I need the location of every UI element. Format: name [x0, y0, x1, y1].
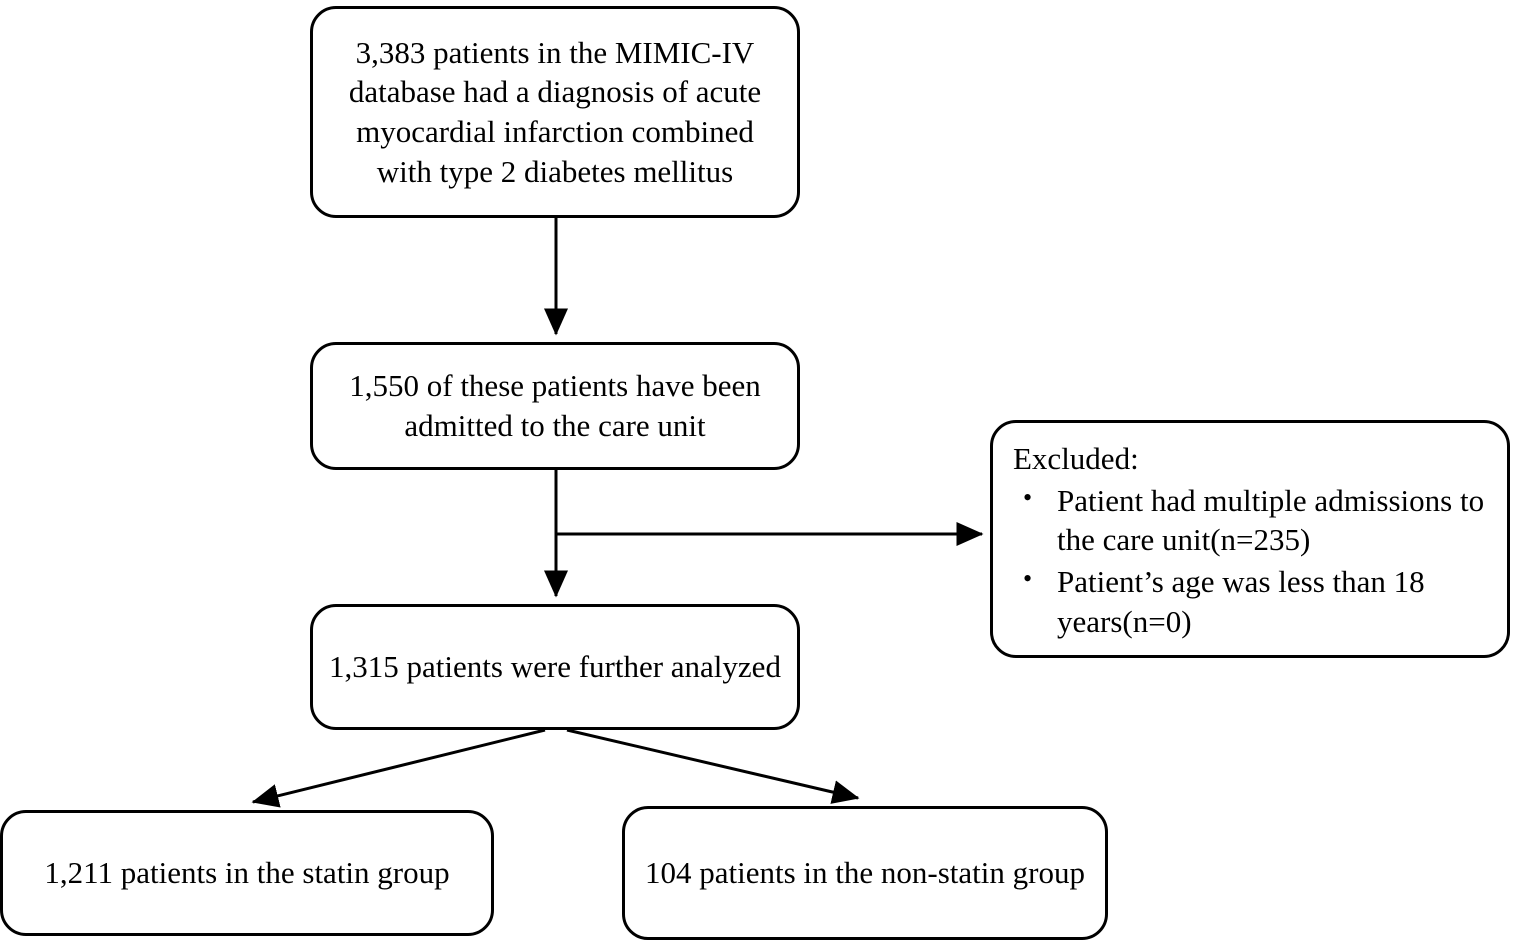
node-non-statin-group-text: 104 patients in the non-statin group	[645, 855, 1085, 891]
node-non-statin-group	[622, 806, 1108, 940]
node-cohort-text: 3,383 patients in the MIMIC-IV database had a diagnosis of acute myocardial infarction combined with type 2 diabetes mellitus	[348, 34, 762, 189]
excluded-list-item: • Patient had multiple admissions to the care unit(n=235)	[1015, 481, 1489, 560]
node-admitted	[310, 342, 800, 470]
excluded-title: Excluded:	[1013, 441, 1139, 476]
edge-analyzed-to-nonstatin	[567, 730, 858, 798]
node-excluded	[990, 420, 1510, 658]
node-statin-group-text: 1,211 patients in the statin group	[44, 855, 450, 891]
edge-analyzed-to-statin	[253, 730, 545, 802]
node-cohort	[310, 6, 800, 218]
node-analyzed-text: 1,315 patients were further analyzed	[329, 649, 781, 685]
node-admitted-text: 1,550 of these patients have been admitted to the care unit	[349, 368, 761, 443]
node-statin-group	[0, 810, 494, 936]
excluded-list-item: • Patient’s age was less than 18 years(n=0)	[1015, 562, 1489, 641]
node-analyzed	[310, 604, 800, 730]
excluded-list	[1011, 481, 1489, 642]
